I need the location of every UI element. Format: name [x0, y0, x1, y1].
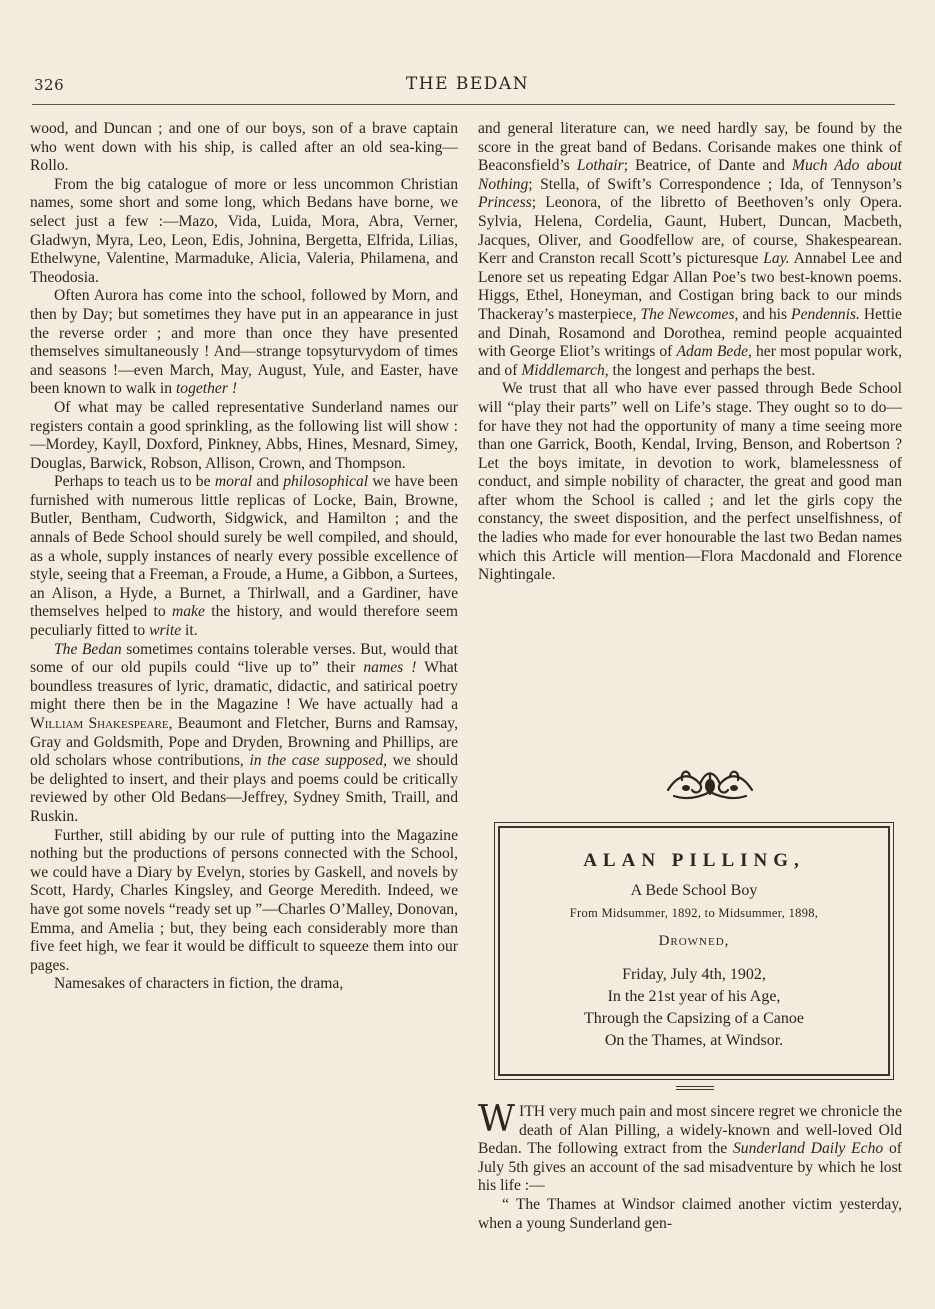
divider — [676, 1086, 714, 1087]
page-number: 326 — [34, 76, 65, 94]
memorial-line: Drowned, — [658, 933, 730, 949]
memorial-line: Friday, July 4th, 1902, — [622, 966, 766, 983]
left-column — [30, 120, 458, 994]
floral-ornament-icon — [660, 760, 760, 806]
right-column — [478, 120, 902, 585]
obituary — [478, 1099, 903, 1233]
paragraph: Namesakes of characters in fiction, the drama, — [54, 975, 344, 993]
paragraph: Often Aurora has come into the school, followed by Morn, and then by Day; but sometimes they have put in an appearance in just the reverse order ; and more than once they have presented themselves simultaneously ! And—strange topsyturvydom of times and seasons !—even March, May, August, Yule, and Easter, have been known to walk in together ! — [30, 287, 458, 398]
paragraph: From the big catalogue of more or less uncommon Christian names, some short and some long, which Bedans have borne, we select just a few :—Mazo, Vida, Luida, Mora, Abra, Verner, Gladwyn, Myra, Leo, Leon, Edis, Johnina, Bergetta, Elfrida, Lilias, Ethelwyne, Valentine, Marmaduke, Alicia, Valeria, Philamena, and Theodosia. — [30, 175, 458, 286]
memorial-line: From Midsummer, 1892, to Midsummer, 1898, — [569, 906, 819, 920]
paragraph: The Bedan sometimes contains tolerable verses. But, would that some of our old pupils could “live up to” their names ! What boundless treasures of lyric, dramatic, didactic, and satirical poetry might there then be in the Magazine ! We have actually had a William Shakespeare, Beaumont and Fletcher, Burns and Ramsay, Gray and Goldsmith, Pope and Dryden, Browning and Phillips, are old scholars whose contributions, in the case supposed, we should be delighted to insert, and their plays and poems could be critically reviewed by other Old Bedans—Jeffrey, Sydney Smith, Traill, and Ruskin. — [30, 640, 459, 825]
memorial-notice — [498, 826, 890, 1076]
memorial-line: On the Thames, at Windsor. — [604, 1032, 784, 1049]
paragraph: and general literature can, we need hardly say, be found by the score in the great band of Bedans. Corisande makes one think of Beaconsfield’s Lothair; Beatrice, of Dante and Much Ado about Nothing; Stella, of Swift’s Correspondence ; Ida, of Tennyson’s Princess; Leonora, of the libretto of Beethoven’s only Opera. Sylvia, Helena, Cordelia, Gaunt, Hubert, Duncan, Macbeth, Jacques, Oliver, and Goodfellow are, of course, Shakespearean. Kerr and Cranston recall Scott’s picturesque Lay. Annabel Lee and Lenore set us repeating Edgar Allan Poe’s two best-known poems. Higgs, Ethel, Honeyman, and Costigan bring back to our minds Thackeray’s masterpiece, The Newcomes, and his Pendennis. Hettie and Dinah, Rosamond and Dorothea, remind people acquainted with George Eliot’s writings of Adam Bede, her most popular work, and of Middlemarch, the longest and perhaps the best. — [478, 120, 902, 379]
divider — [676, 1089, 714, 1090]
paragraph: We trust that all who have ever passed through Bede School will “play their parts” well on Life’s stage. They ought so to do—for have they not had the opportunity of many a time seeing more than one Garrick, Booth, Kendal, Irving, Benson, and Robertson ? Let the boys imitate, in devotion to work, blamelessness of conduct, and simple nobility of character, the great and good man after whom the School is called ; and let the girls copy the constancy, the sweet disposition, and the perfect unselfishness, of the ladies who made for ever honourable the last two Bedan names which this Article will mention—Flora Macdonald and Florence Nightingale. — [478, 380, 902, 584]
paragraph: “ The Thames at Windsor claimed another victim yesterday, when a young Sunderland gen- — [478, 1195, 902, 1232]
memorial-line: In the 21st year of his Age, — [607, 988, 781, 1005]
memorial-line: Through the Capsizing of a Canoe — [584, 1010, 804, 1027]
memorial-name: ALAN PILLING, — [583, 850, 805, 871]
paragraph: WITH very much pain and most sincere regret we chronicle the death of Alan Pilling, a widely-known and well-loved Old Bedan. The following extract from the Sunderland Daily Echo of July 5th gives an account of the sad misadventure by which he lost his life :— — [478, 1099, 903, 1195]
paragraph: Of what may be called representative Sunderland names our registers contain a good sprinkling, as the following list will show :—Mordey, Kayll, Doxford, Pinkney, Abbs, Hines, Mesnard, Simey, Douglas, Barwick, Robson, Allison, Crown, and Thompson. — [30, 398, 458, 472]
paragraph: Further, still abiding by our rule of putting into the Magazine nothing but the productions of persons connected with the School, we could have a Diary by Evelyn, stories by Gaskell, and novels by Scott, Hardy, Charles Kingsley, and George Meredith. Indeed, we have got some novels “ready set up ”—Charles O’Malley, Donovan, Emma, and Amelia ; but, they being each considerably more than five feet high, we fear it would be difficult to squeeze them into our pages. — [30, 826, 458, 974]
memorial-line: A Bede School Boy — [630, 882, 758, 899]
drop-cap: W — [478, 1099, 516, 1140]
running-title: THE BEDAN — [405, 74, 530, 94]
paragraph: wood, and Duncan ; and one of our boys, son of a brave captain who went down with his ship, is called after an old sea-king—Rollo. — [30, 120, 458, 175]
paragraph: Perhaps to teach us to be moral and philosophical we have been furnished with numerous little replicas of Locke, Bain, Browne, Butler, Bentham, Cudworth, Sidgwick, and Hamilton ; and the annals of Bede School should surely be well compiled, and should, as a whole, supply instances of nearly every possible excellence of style, seeing that a Freeman, a Froude, a Hume, a Gibbon, a Surtees, an Alison, a Hyde, a Burnet, a Thirlwall, and a Gardiner, have themselves helped to make the history, and would therefore seem peculiarly fitted to write it. — [30, 473, 459, 640]
memorial-details — [500, 964, 888, 1052]
header-rule — [32, 104, 895, 105]
